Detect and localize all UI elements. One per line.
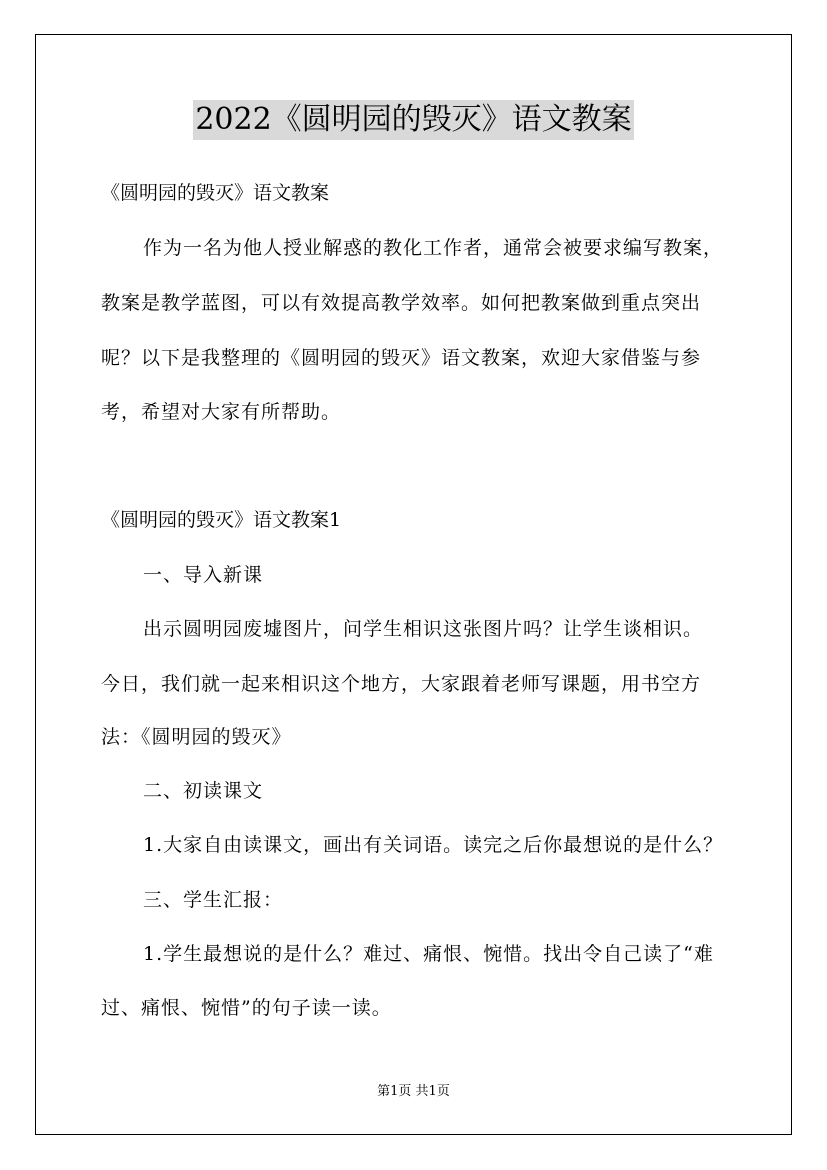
section-title: 《圆明园的毁灭》语文教案1 [101,509,342,531]
step3-line-2: 过、痛恨、惋惜”的句子读一读。 [101,997,392,1019]
step1-line-1: 出示圆明园废墟图片，问学生相识这张图片吗？让学生谈相识。 [143,618,704,640]
step1-line-2: 今日，我们就一起来相识这个地方，大家跟着老师写课题，用书空方 [101,673,702,695]
document-title-wrapper [0,100,827,140]
step2-item: 1.大家自由读课文，画出有关词语。读完之后你最想说的是什么？ [143,834,724,856]
step1-heading: 一、导入新课 [143,564,264,586]
document-subtitle: 《圆明园的毁灭》语文教案 [101,182,330,204]
step3-heading: 三、学生汇报： [143,889,284,911]
intro-line-1: 作为一名为他人授业解惑的教化工作者，通常会被要求编写教案， [143,237,724,259]
document-title: 2022《圆明园的毁灭》语文教案 [193,100,633,140]
step1-line-3: 法：《圆明园的毁灭》 [101,726,292,748]
step2-heading: 二、初读课文 [143,780,264,802]
intro-line-3: 呢？以下是我整理的《圆明园的毁灭》语文教案，欢迎大家借鉴与参 [101,347,702,369]
step3-line-1: 1.学生最想说的是什么？难过、痛恨、惋惜。找出令自己读了“难 [143,943,714,965]
intro-line-4: 考，希望对大家有所帮助。 [101,401,342,423]
page-footer: 第1页 共1页 [377,1084,450,1099]
intro-line-2: 教案是教学蓝图，可以有效提高教学效率。如何把教案做到重点突出 [101,292,702,314]
